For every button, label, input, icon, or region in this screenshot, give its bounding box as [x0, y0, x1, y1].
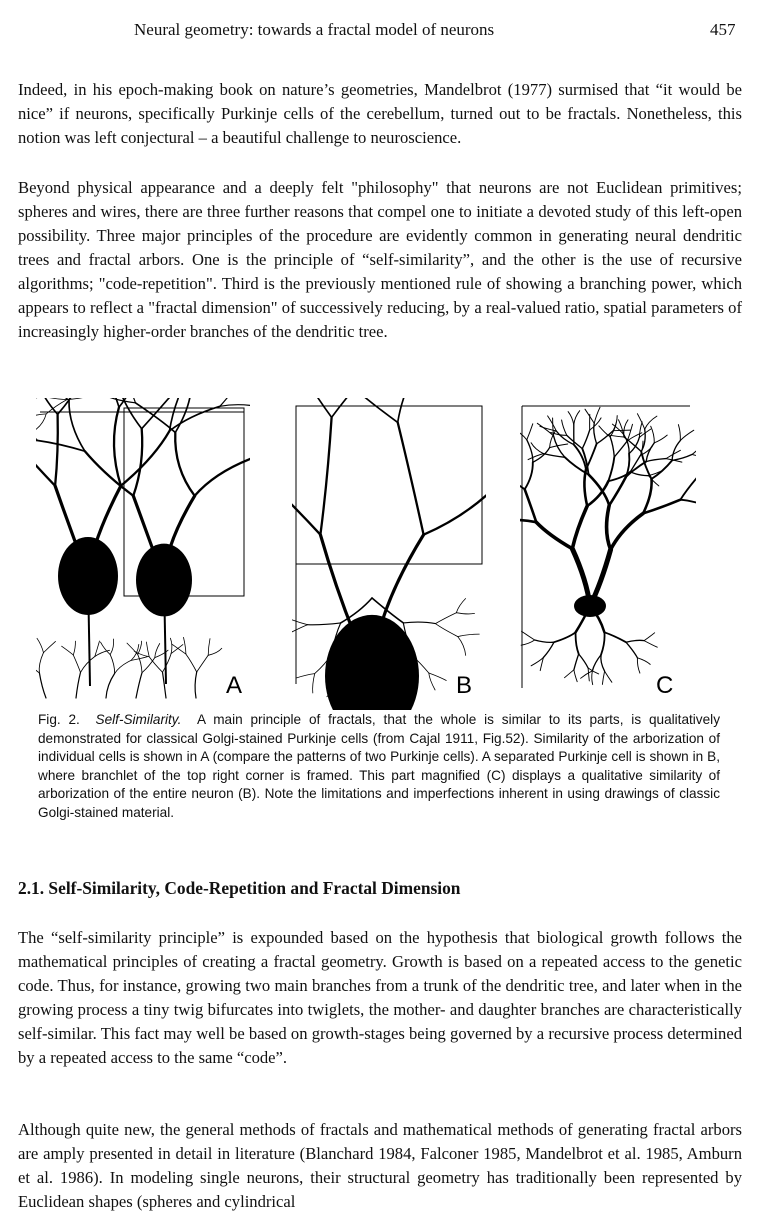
caption-text: A main principle of fractals, that the whole is similar to its parts, is qualitatively demonstrated for classical Golgi-stained Purkinje cells (from Cajal 1911, Fig.52). Similarity of the arborization of individual cells is shown in A (compare the patterns of two Purkinje cells). A separated Purkinje cell is shown in B, where branchlet of the top right corner is framed. This part magnified (C) displays a qualitative similarity of arborization of the entire neuron (B). Note the limitations and imperfections inherent in using drawings of classic Golgi-stained material.	[38, 712, 720, 820]
figure-purkinje-drawings	[36, 398, 732, 710]
dendrite-branch	[39, 653, 43, 673]
dendrite-branch	[36, 414, 46, 429]
dendrite-branch	[644, 641, 657, 648]
dendrite-branch	[609, 477, 626, 505]
panel-c-label: C	[656, 672, 674, 699]
dendrite-branch	[115, 660, 132, 673]
dendrite-branch	[630, 472, 648, 476]
dendrite-branch	[39, 673, 46, 698]
dendrite-branch	[292, 616, 308, 625]
dendrite-branch	[114, 407, 121, 486]
dendrite-branch	[170, 638, 172, 653]
dendrite-branch	[644, 633, 655, 641]
dendrite-branch	[106, 674, 115, 699]
dendrite-branch	[654, 435, 667, 443]
dendrite-branch	[584, 469, 587, 506]
paragraph-reasons: Beyond physical appearance and a deeply felt "philosophy" that neurons are not Euclidean primitives; spheres and wires, there are three further reasons that compel one to initiate a devoted study of this left-open possibility. Three major principles of the procedure are evidently common in generating neural dendritic trees and fractal arbors. One is the principle of “self-similarity”, and the other is the use of recursive algorithms; "code-repetition". Third is the previously mentioned rule of showing a branching power, which appears to reflect a "fractal dimension" of successively reducing, by a real-valued ratio, spatial parameters of increasingly higher-order branches of the dendritic tree.	[18, 178, 742, 341]
dendrite-branch	[197, 655, 209, 672]
panel-c-drawing	[520, 398, 696, 710]
dendrite-branch	[637, 658, 640, 673]
dendrite-branch	[522, 631, 535, 640]
dendrite-branch	[332, 398, 398, 422]
dendrite-branch	[456, 599, 465, 613]
dendrite-branch	[398, 398, 433, 422]
dendrite-branch	[220, 405, 250, 407]
dendrite-branch	[73, 655, 80, 672]
dendrite-branch	[590, 550, 611, 606]
panel-a	[36, 398, 250, 710]
dendrite-branch	[136, 673, 142, 698]
dendrite-branch	[398, 422, 424, 534]
dendrite-branch	[37, 638, 44, 652]
dendrite-branch	[613, 430, 630, 431]
dendrite-branch	[458, 637, 466, 656]
dendrite-branch	[619, 420, 625, 437]
dendrite-branch	[195, 672, 197, 698]
dendrite-branch	[607, 505, 611, 549]
panel-b-drawing	[292, 398, 486, 710]
dendrite-branch	[614, 441, 627, 457]
dendrite-branch	[692, 445, 696, 455]
paragraph-self-similarity: The “self-similarity principle” is expounded based on the hypothesis that biological growth follows the mathematical principles of creating a fractal geometry. Growth is based on a repeated access to the genetic code. Thus, for instance, growing two main branches from a trunk of the dendritic tree, and later when in the growing process a tiny twig bifurcates into twiglets, the mother- and daughter branches are characteristically self-similar. This fact may well be based on growth-stages being governed by a recursive process determined by a repeated access to the same “code”.	[18, 928, 742, 1067]
dendrite-branch	[172, 644, 186, 654]
dendrite-branch	[602, 671, 604, 684]
dendrite-branch	[626, 640, 644, 642]
dendrite-branch	[175, 433, 195, 496]
dendrite-branch	[76, 672, 81, 698]
dendrite-branch	[55, 414, 58, 486]
dendrite-branch	[611, 513, 644, 549]
dendrite-branch	[69, 400, 85, 451]
dendrite-branch	[568, 412, 574, 425]
dendrite-branch	[81, 657, 95, 673]
dendrite-branch	[643, 479, 652, 514]
dendrite-branch	[110, 655, 114, 674]
dendrite-branch	[601, 655, 605, 672]
dendrite-branch	[525, 462, 533, 489]
dendrite-branch	[543, 642, 554, 657]
dendrite-branch	[435, 613, 456, 624]
dendrite-branch	[531, 443, 543, 454]
dendrite-branch	[73, 641, 75, 655]
dendrite-branch	[121, 431, 170, 486]
caption-title: Self-Similarity.	[95, 712, 182, 727]
dendrite-branch	[572, 506, 587, 549]
dendrite-branch	[601, 632, 604, 654]
dendrite-branch	[624, 420, 628, 435]
running-title: Neural geometry: towards a fractal model of neurons	[134, 20, 495, 39]
dendrite-branch	[550, 444, 568, 448]
dendrite-branch	[131, 644, 139, 660]
dendrite-branch	[138, 654, 142, 672]
dendrite-branch	[163, 654, 172, 673]
dendrite-branch	[525, 489, 537, 522]
dendrite-branch	[588, 668, 589, 681]
dendrite-branch	[680, 500, 696, 507]
dendrite-branch	[592, 671, 593, 685]
dendrite-branch	[589, 475, 610, 506]
caption-label: Fig. 2.	[38, 712, 80, 727]
dendrite-branch	[692, 454, 696, 456]
dendrite-branch	[292, 625, 308, 637]
dendrite-branch	[171, 645, 183, 654]
dendrite-branch	[127, 643, 138, 654]
dendrite-branch	[604, 632, 626, 642]
dendrite-branch	[521, 640, 535, 645]
section-heading: 2.1. Self-Similarity, Code-Repetition and Fractal Dimension	[18, 878, 461, 898]
dendrite-branch	[142, 658, 155, 673]
dendrite-branch	[133, 429, 142, 496]
dendrite-branch	[637, 658, 650, 665]
paragraph-methods: Although quite new, the general methods of fractals and mathematical methods of generating fractal arbors are amply presented in detail in literature (Blanchard 1984, Falconer 1985, Mandelbrot et al. 1985, Amburn et al. 1986). In modeling single neurons, their structural geometry has traditionally been represented by Euclidean shapes (spheres and cylindrical	[18, 1120, 742, 1211]
dendrite-branch	[170, 406, 220, 431]
dendrite-branch	[605, 671, 612, 682]
dendrite-branch	[297, 674, 315, 678]
dendrite-branch	[626, 642, 637, 658]
dendrite-branch	[403, 622, 435, 624]
dendrite-branch	[134, 651, 149, 657]
dendrite-branch	[527, 424, 533, 440]
dendrite-branch	[44, 641, 56, 652]
dendrite-branch	[574, 670, 577, 682]
dendrite-branch	[456, 613, 474, 614]
dendrite-branch	[62, 646, 74, 655]
dendrite-branch	[429, 673, 435, 690]
dendrite-branch	[110, 639, 113, 655]
dendrite-branch	[592, 655, 601, 671]
dendrite-branch	[680, 476, 696, 499]
dendrite-branch	[574, 654, 579, 670]
dendrite-branch	[680, 430, 694, 440]
panel-b	[292, 398, 486, 710]
panel-a-label: A	[226, 672, 243, 699]
dendrite-branch	[535, 640, 554, 642]
page-number: 457	[710, 20, 736, 39]
dendrite-branch	[85, 451, 133, 496]
dendrite-branch	[146, 642, 149, 657]
dendrite-branch	[646, 443, 654, 462]
dendrite-branch	[149, 657, 162, 673]
dendrite-branch	[435, 624, 457, 637]
dendrite-branch	[576, 632, 579, 654]
dendrite-branch	[520, 428, 527, 440]
dendrite-branch	[610, 437, 614, 457]
dendrite-branch	[672, 454, 692, 460]
figure-caption	[38, 711, 720, 823]
dendrite-branch	[67, 398, 97, 399]
dendrite-branch	[186, 654, 197, 672]
dendrite-branch	[208, 648, 222, 655]
dendrite-branch	[195, 457, 250, 496]
dendrite-branch	[678, 425, 680, 441]
dendrite-branch	[424, 468, 486, 535]
frame-branchlet	[296, 406, 482, 564]
dendrite-branch	[652, 460, 673, 479]
dendrite-branch	[116, 398, 141, 429]
panel-b-label: B	[456, 672, 473, 699]
dendrite-branch	[38, 441, 85, 452]
dendrite-branch	[313, 674, 315, 693]
dendrite-branch	[646, 459, 666, 462]
dendrite-branch	[565, 670, 574, 678]
dendrite-branch	[36, 441, 38, 450]
dendrite-branch	[651, 426, 655, 443]
dendrite-branch	[429, 673, 447, 681]
dendrite-branch	[36, 398, 42, 404]
dendrite-branch	[175, 398, 191, 433]
page-header	[0, 20, 761, 44]
dendrite-branch	[292, 398, 332, 417]
panel-c	[520, 398, 696, 710]
dendrite-branch	[581, 671, 593, 679]
dendrite-branch	[556, 431, 574, 445]
dendrite-branch	[608, 457, 614, 481]
dendrite-branch	[582, 430, 589, 449]
dendrite-branch	[574, 411, 580, 425]
dendrite-branch	[458, 634, 480, 637]
dendrite-branch	[562, 420, 567, 435]
dendrite-branch	[184, 637, 186, 654]
dendrite-branch	[554, 632, 576, 642]
dendrite-branch	[308, 623, 341, 625]
dendrite-branch	[579, 654, 588, 668]
paragraph-intro: Indeed, in his epoch-making book on nature’s geometries, Mandelbrot (1977) surmised that “it would be nice” if neurons, specifically Purkinje cells of the cerebellum, turned out to be fractals. Nonetheless, this notion was left conjectural – a beautiful challenge to neuroscience.	[18, 80, 742, 147]
dendrite-branch	[208, 639, 210, 656]
panel-a-drawing	[36, 398, 250, 710]
dendrite-branch	[536, 522, 572, 549]
dendrite-branch	[320, 417, 331, 534]
